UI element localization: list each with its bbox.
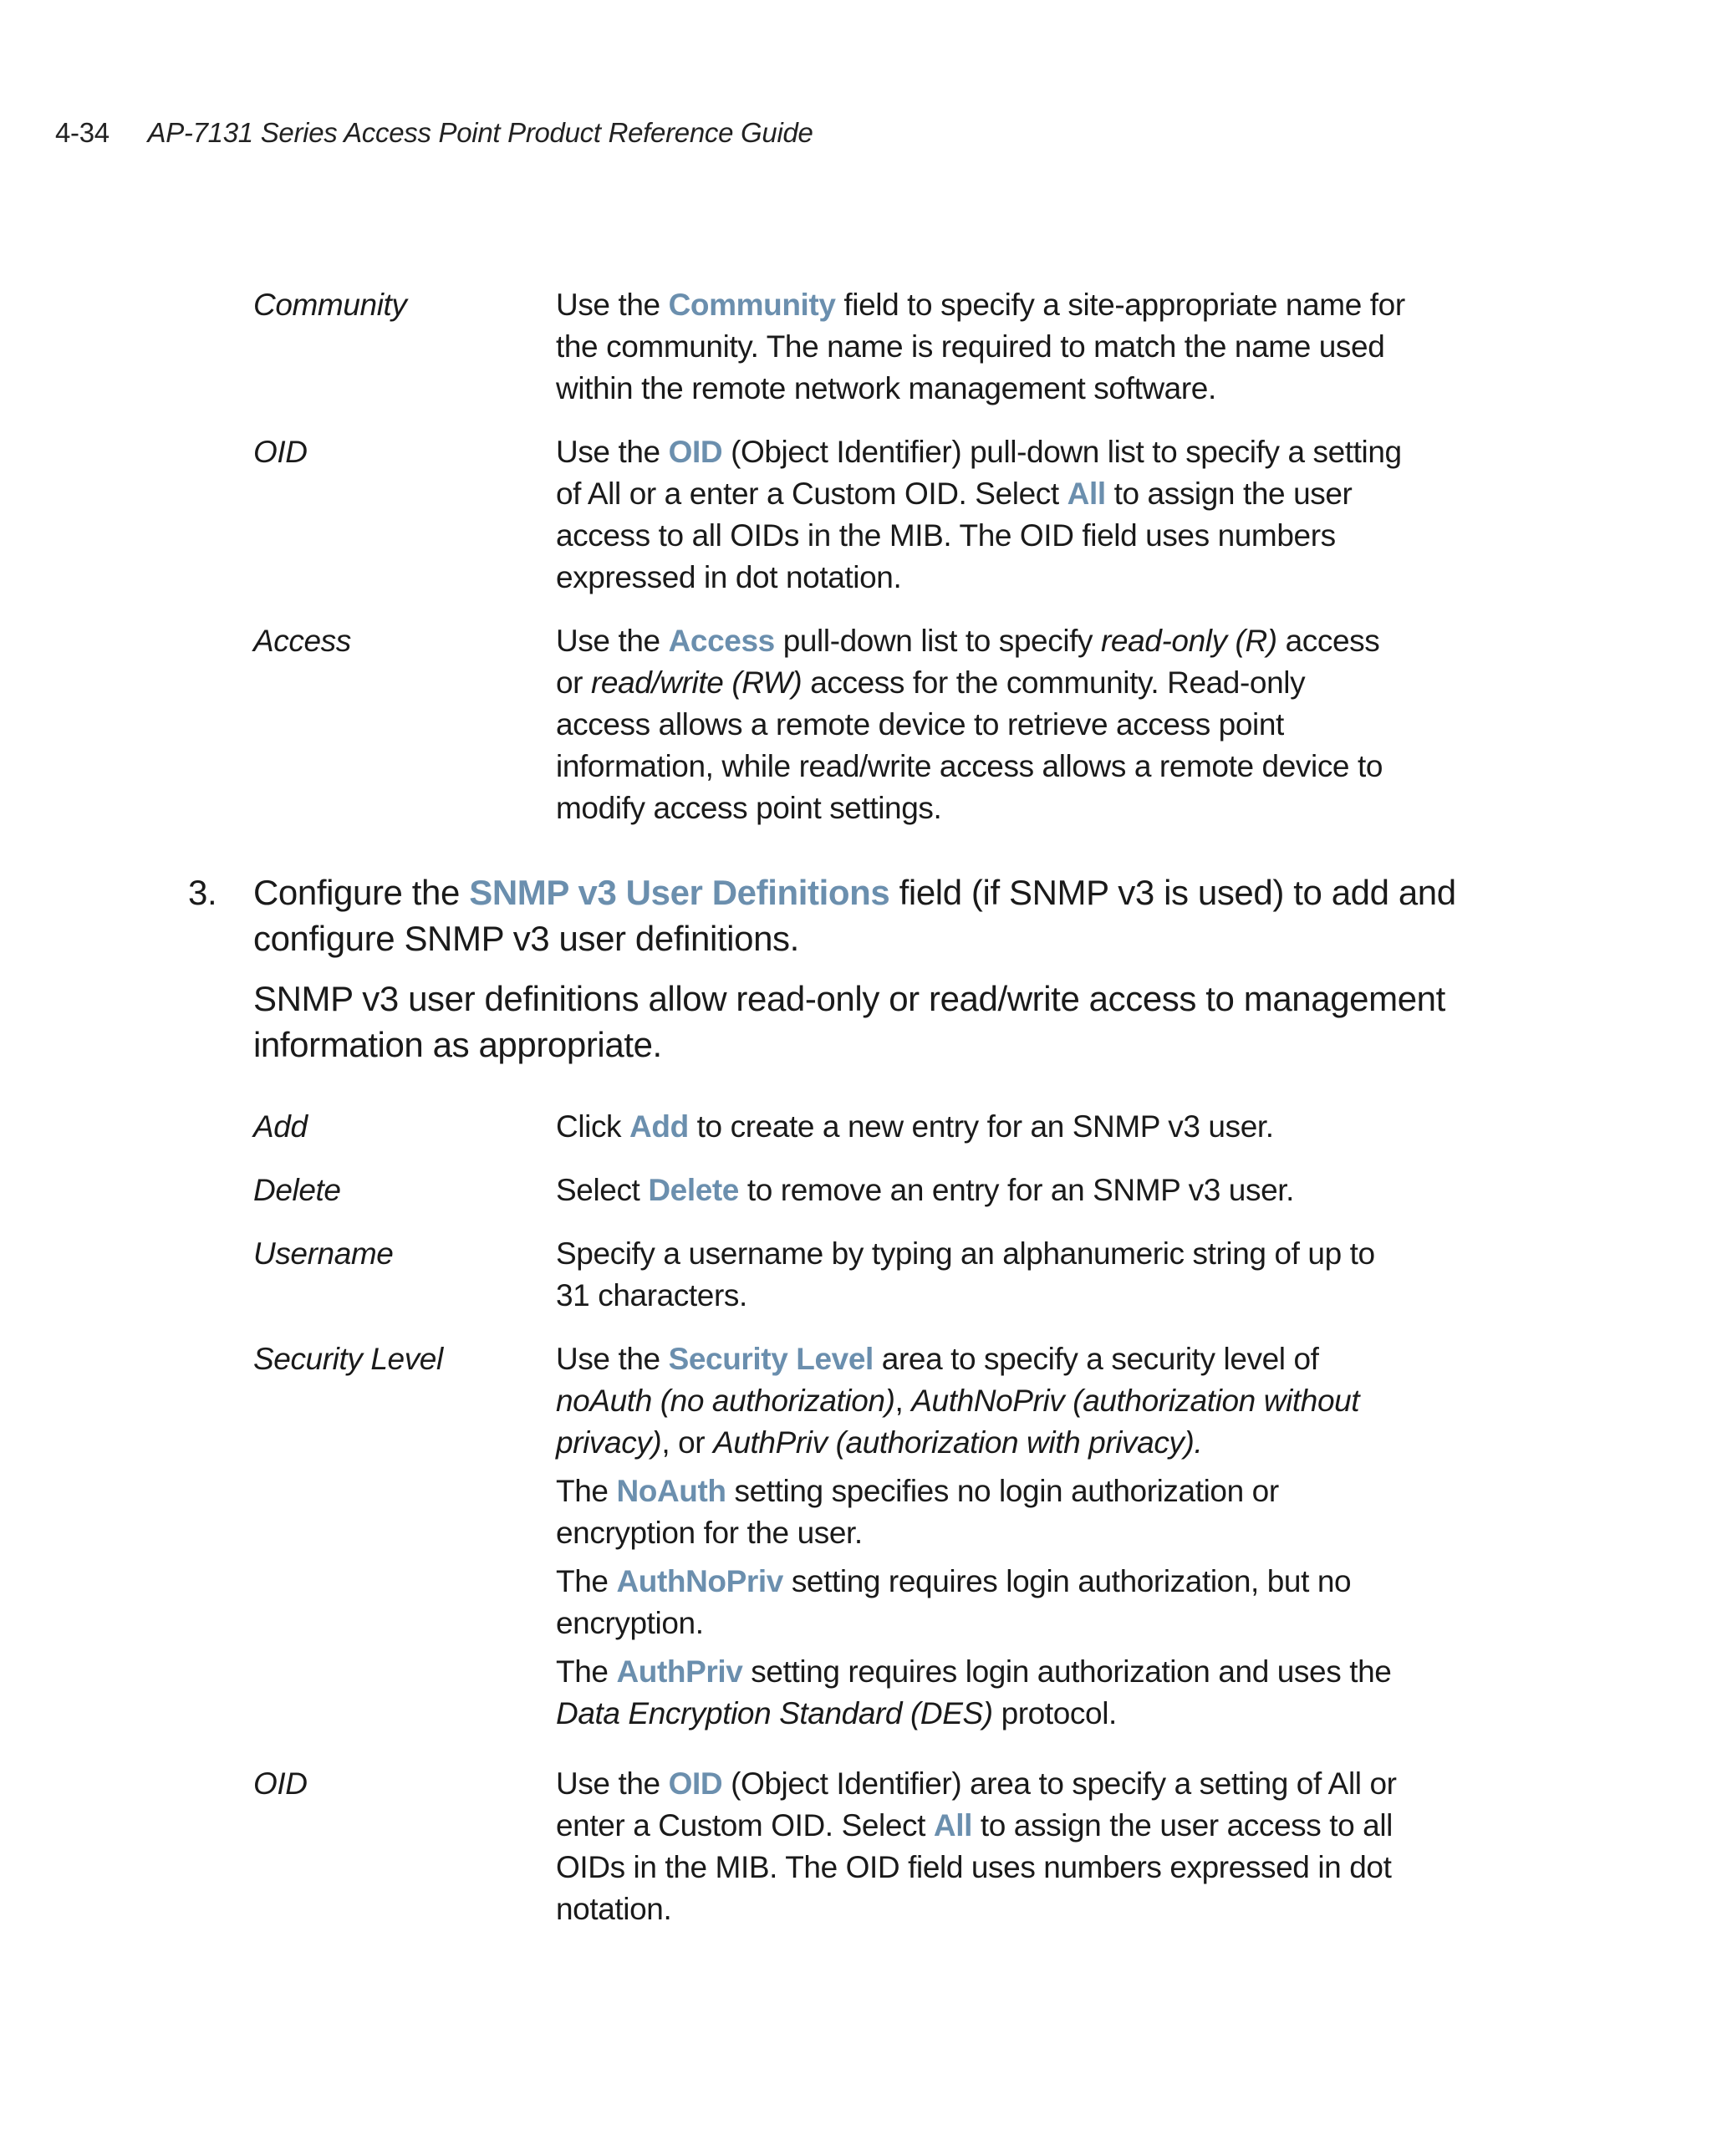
keyword: All bbox=[933, 1808, 972, 1843]
emphasis: noAuth (no authorization) bbox=[556, 1384, 895, 1418]
definition-description bbox=[556, 1170, 1407, 1211]
text-run: to assign the user access to all OIDs in the MIB. The OID field uses numbers expressed in dot notation. bbox=[556, 1808, 1393, 1926]
text-run: setting requires login authorization, but no encryption. bbox=[556, 1564, 1352, 1640]
text-run: Use the bbox=[556, 288, 669, 322]
keyword: OID bbox=[668, 435, 723, 469]
text-run: Use the bbox=[556, 624, 669, 658]
emphasis: AuthNoPriv (authorization without privacy) bbox=[556, 1384, 1360, 1460]
text-run: to assign the user access to all OIDs in the MIB. The OID field uses numbers expressed in dot notation. bbox=[556, 477, 1353, 594]
text-run: to remove an entry for an SNMP v3 user. bbox=[738, 1173, 1295, 1207]
text-run: setting requires login authorization and uses the bbox=[742, 1654, 1392, 1689]
text-run: (Object Identifier) area to specify a setting of All or enter a Custom OID. Select bbox=[556, 1766, 1397, 1843]
keyword: All bbox=[1067, 477, 1106, 511]
definition-row-access bbox=[253, 620, 1407, 829]
text-run: The bbox=[556, 1474, 617, 1508]
definition-term: Security Level bbox=[253, 1342, 443, 1376]
keyword: AuthNoPriv bbox=[616, 1564, 783, 1598]
description-paragraph bbox=[556, 1470, 1407, 1554]
text-run: Use the bbox=[556, 1766, 669, 1801]
text-run: Use the bbox=[556, 435, 669, 469]
definition-description bbox=[556, 1763, 1407, 1930]
keyword: OID bbox=[668, 1766, 723, 1801]
keyword: Security Level bbox=[668, 1342, 874, 1376]
text-run: The bbox=[556, 1564, 617, 1598]
emphasis: Data Encryption Standard (DES) bbox=[556, 1696, 993, 1730]
definition-term: Access bbox=[253, 624, 351, 658]
definition-description bbox=[556, 431, 1407, 599]
definition-row-add bbox=[253, 1106, 1407, 1148]
text-run: setting specifies no login authorization or encryption for the user. bbox=[556, 1474, 1279, 1550]
text-run: Select bbox=[556, 1173, 649, 1207]
keyword: SNMP v3 User Definitions bbox=[469, 873, 890, 912]
snmpv3-user-definitions-table bbox=[253, 1106, 1407, 1952]
text-run: (Object Identifier) pull-down list to specify a setting of All or a enter a Custom OID. Select bbox=[556, 435, 1402, 511]
text-run: , or bbox=[661, 1425, 714, 1460]
text-run: to create a new entry for an SNMP v3 user. bbox=[688, 1109, 1274, 1144]
page-number: 4-34 bbox=[55, 117, 110, 148]
definition-row-delete bbox=[253, 1170, 1407, 1211]
text-run: field (if SNMP v3 is used) to add and configure SNMP v3 user definitions. bbox=[253, 873, 1456, 958]
definition-term: OID bbox=[253, 435, 308, 469]
emphasis: read-only (R) bbox=[1101, 624, 1277, 658]
text-run: area to specify a security level of bbox=[873, 1342, 1319, 1376]
description-paragraph bbox=[556, 1338, 1407, 1464]
definition-term: Community bbox=[253, 288, 407, 322]
keyword: NoAuth bbox=[616, 1474, 726, 1508]
definition-row-oid bbox=[253, 431, 1407, 599]
text-run: , bbox=[894, 1384, 912, 1418]
step-3-instruction bbox=[253, 869, 1526, 961]
definition-term: OID bbox=[253, 1766, 308, 1801]
keyword: Access bbox=[668, 624, 775, 658]
keyword: Delete bbox=[648, 1173, 739, 1207]
step-3-explanation: SNMP v3 user definitions allow read-only or read/write access to management information as appropriate. bbox=[253, 979, 1445, 1064]
text-run: access for the community. Read-only access allows a remote device to retrieve access point information, while read/write access allows a remote device to modify access point settings. bbox=[556, 665, 1383, 825]
emphasis: AuthPriv (authorization with privacy). bbox=[713, 1425, 1203, 1460]
definition-row-username bbox=[253, 1233, 1407, 1317]
definition-description bbox=[556, 620, 1407, 829]
text-run: Use the bbox=[556, 1342, 669, 1376]
description-paragraph bbox=[556, 1561, 1407, 1644]
definition-description bbox=[556, 1338, 1407, 1741]
definition-term: Add bbox=[253, 1109, 308, 1144]
text-run: protocol. bbox=[992, 1696, 1117, 1730]
text-run: access or bbox=[556, 624, 1380, 700]
community-definitions-table bbox=[253, 284, 1407, 851]
guide-title: AP-7131 Series Access Point Product Reference Guide bbox=[147, 117, 813, 148]
page-header bbox=[55, 117, 813, 149]
text-run: Configure the bbox=[253, 873, 470, 912]
step-3 bbox=[188, 869, 1526, 1068]
text-run: Click bbox=[556, 1109, 630, 1144]
definition-row-community bbox=[253, 284, 1407, 410]
definition-description bbox=[556, 284, 1407, 410]
definition-term: Delete bbox=[253, 1173, 341, 1207]
keyword: Add bbox=[629, 1109, 689, 1144]
text-run: pull-down list to specify bbox=[774, 624, 1102, 658]
keyword: Community bbox=[668, 288, 836, 322]
definition-description bbox=[556, 1106, 1407, 1148]
text-run: field to specify a site-appropriate name for the community. The name is required to match the name used within the remote network management software. bbox=[556, 288, 1405, 405]
keyword: AuthPriv bbox=[616, 1654, 743, 1689]
description-paragraph bbox=[556, 1651, 1407, 1735]
text-run: The bbox=[556, 1654, 617, 1689]
emphasis: read/write (RW) bbox=[590, 665, 802, 700]
definition-row-oid bbox=[253, 1763, 1407, 1930]
step-number: 3. bbox=[188, 873, 217, 912]
definition-row-security-level bbox=[253, 1338, 1407, 1741]
definition-description bbox=[556, 1233, 1407, 1317]
text-run: Specify a username by typing an alphanumeric string of up to 31 characters. bbox=[556, 1236, 1375, 1312]
definition-term: Username bbox=[253, 1236, 394, 1271]
